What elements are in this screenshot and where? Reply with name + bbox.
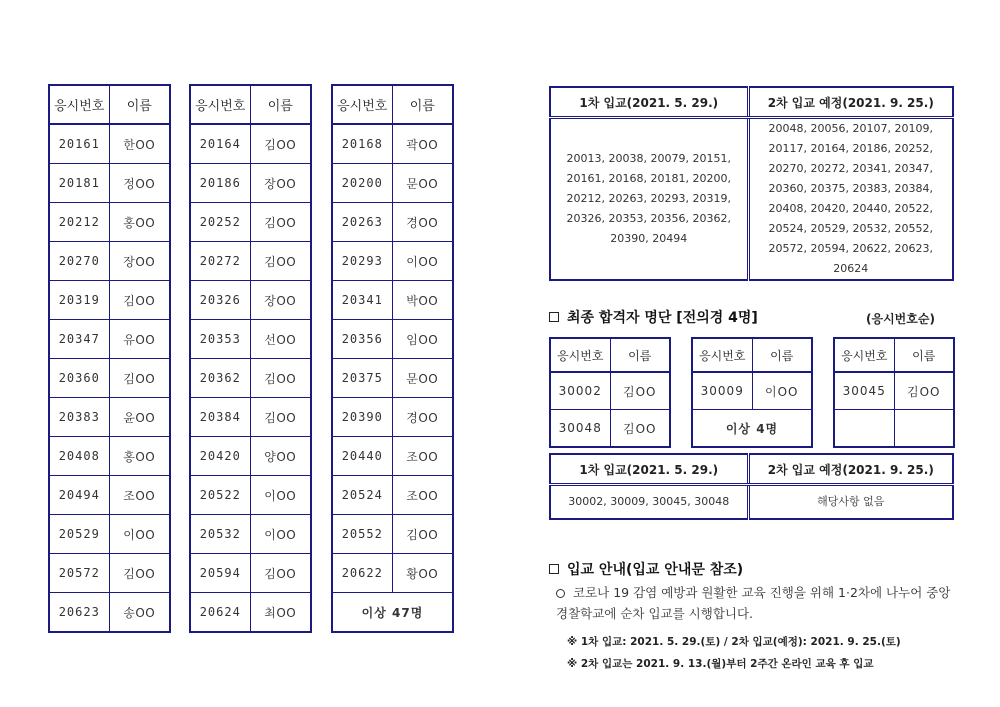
applicant-name: 이OO xyxy=(250,515,311,554)
table-row xyxy=(332,281,453,320)
applicant-id: 20494 xyxy=(49,476,109,515)
applicant-table-1 xyxy=(48,84,171,633)
applicant-name: 김OO xyxy=(250,203,311,242)
applicant-name: 김OO xyxy=(250,242,311,281)
applicant-name: 경OO xyxy=(392,203,453,242)
table-row xyxy=(692,410,812,448)
table-row xyxy=(332,515,453,554)
empty-cell xyxy=(834,410,894,448)
applicant-name: 홍OO xyxy=(109,203,170,242)
applicant-id: 30048 xyxy=(550,410,610,448)
applicant-id: 20594 xyxy=(190,554,250,593)
applicant-id: 20529 xyxy=(49,515,109,554)
entry-schedule-table xyxy=(549,86,954,281)
applicant-id: 20164 xyxy=(190,124,250,164)
applicant-name: 선OO xyxy=(250,320,311,359)
applicant-id: 20326 xyxy=(190,281,250,320)
applicant-name: 박OO xyxy=(392,281,453,320)
applicant-id: 20293 xyxy=(332,242,392,281)
final-table-3 xyxy=(833,337,955,448)
applicant-id: 20347 xyxy=(49,320,109,359)
column-header-name: 이름 xyxy=(752,338,812,372)
first-entry-list: 30002, 30009, 30045, 30048 xyxy=(550,485,748,520)
second-entry-list: 해당사항 없음 xyxy=(748,485,953,520)
table-row xyxy=(49,398,170,437)
table-row xyxy=(332,124,453,164)
entrance-bullet xyxy=(556,582,956,624)
applicant-id: 20353 xyxy=(190,320,250,359)
table-row xyxy=(332,320,453,359)
applicant-id: 20200 xyxy=(332,164,392,203)
entrance-note-1: ※ 1차 입교: 2021. 5. 29.(토) / 2차 입교(예정): 2021. 9. 25.(토) xyxy=(567,636,901,648)
table-row xyxy=(834,410,954,448)
table-row xyxy=(49,476,170,515)
applicant-name: 김OO xyxy=(109,359,170,398)
checkbox-icon xyxy=(549,312,559,322)
applicant-id: 20524 xyxy=(332,476,392,515)
entry-body-row xyxy=(550,118,953,281)
entrance-bullet-text: 코로나 19 감염 예방과 원활한 교육 진행을 위해 1·2차에 나누어 중앙경찰학교에 순차 입교를 시행합니다. xyxy=(556,585,951,621)
table-row xyxy=(49,320,170,359)
table-row xyxy=(49,124,170,164)
final-table-2 xyxy=(691,337,813,448)
table-row xyxy=(190,398,311,437)
column-header-name: 이름 xyxy=(392,85,453,124)
applicant-id: 20319 xyxy=(49,281,109,320)
applicant-name: 문OO xyxy=(392,359,453,398)
table-row xyxy=(550,410,670,448)
applicant-id: 20623 xyxy=(49,593,109,633)
applicant-name: 장OO xyxy=(250,164,311,203)
applicant-id: 20375 xyxy=(332,359,392,398)
table-row xyxy=(190,554,311,593)
table-header-row xyxy=(332,85,453,124)
table-row xyxy=(190,281,311,320)
table-row xyxy=(49,554,170,593)
applicant-table-2 xyxy=(189,84,312,633)
applicant-id: 20390 xyxy=(332,398,392,437)
applicant-name: 황OO xyxy=(392,554,453,593)
entrance-heading-text: 입교 안내(입교 안내문 참조) xyxy=(567,562,744,578)
table-row xyxy=(332,398,453,437)
applicant-name: 김OO xyxy=(894,372,954,410)
applicant-name: 김OO xyxy=(250,124,311,164)
applicant-id: 20624 xyxy=(190,593,250,633)
final-table-1 xyxy=(549,337,671,448)
final-list-heading-text: 최종 합격자 명단 [전의경 4명] xyxy=(567,310,758,326)
applicant-id: 20532 xyxy=(190,515,250,554)
applicant-name: 곽OO xyxy=(392,124,453,164)
applicant-name: 조OO xyxy=(392,437,453,476)
applicant-id: 20252 xyxy=(190,203,250,242)
table-row xyxy=(190,476,311,515)
table-row xyxy=(190,320,311,359)
column-header-id: 응시번호 xyxy=(692,338,752,372)
column-header-name: 이름 xyxy=(109,85,170,124)
applicant-name: 윤OO xyxy=(109,398,170,437)
applicant-id: 20263 xyxy=(332,203,392,242)
entrance-note-2: ※ 2차 입교는 2021. 9. 13.(월)부터 2주간 온라인 교육 후 입교 xyxy=(567,658,874,670)
first-entry-header: 1차 입교(2021. 5. 29.) xyxy=(550,454,748,485)
applicant-name: 김OO xyxy=(250,554,311,593)
second-entry-header: 2차 입교 예정(2021. 9. 25.) xyxy=(748,454,953,485)
applicant-name: 김OO xyxy=(250,359,311,398)
table-row xyxy=(190,593,311,633)
total-count: 이상 47명 xyxy=(332,593,453,633)
column-header-id: 응시번호 xyxy=(332,85,392,124)
applicant-id: 20186 xyxy=(190,164,250,203)
table-row xyxy=(190,515,311,554)
first-entry-header: 1차 입교(2021. 5. 29.) xyxy=(550,87,748,118)
final-entry-schedule-table xyxy=(549,453,954,520)
applicant-name: 조OO xyxy=(109,476,170,515)
table-row xyxy=(332,203,453,242)
table-row xyxy=(49,203,170,242)
table-row xyxy=(332,359,453,398)
circle-bullet-icon xyxy=(556,589,565,598)
applicant-id: 20270 xyxy=(49,242,109,281)
table-row xyxy=(332,164,453,203)
applicant-name: 김OO xyxy=(250,398,311,437)
applicant-name: 장OO xyxy=(250,281,311,320)
table-row xyxy=(49,593,170,633)
table-row xyxy=(332,476,453,515)
applicant-name: 문OO xyxy=(392,164,453,203)
applicant-name: 김OO xyxy=(610,410,670,448)
total-row xyxy=(332,593,453,633)
table-row xyxy=(190,203,311,242)
table-row xyxy=(49,164,170,203)
applicant-id: 30002 xyxy=(550,372,610,410)
applicant-id: 20161 xyxy=(49,124,109,164)
empty-cell xyxy=(894,410,954,448)
table-header-row xyxy=(692,338,812,372)
applicant-id: 20360 xyxy=(49,359,109,398)
table-row xyxy=(190,359,311,398)
applicant-id: 20420 xyxy=(190,437,250,476)
applicant-name: 경OO xyxy=(392,398,453,437)
total-count: 이상 4명 xyxy=(692,410,812,448)
applicant-name: 이OO xyxy=(109,515,170,554)
applicant-id: 20383 xyxy=(49,398,109,437)
applicant-name: 김OO xyxy=(610,372,670,410)
applicant-name: 김OO xyxy=(392,515,453,554)
entrance-heading xyxy=(549,559,743,579)
applicant-name: 최OO xyxy=(250,593,311,633)
table-row xyxy=(49,437,170,476)
applicant-name: 유OO xyxy=(109,320,170,359)
applicant-name: 송OO xyxy=(109,593,170,633)
table-row xyxy=(332,437,453,476)
applicant-id: 20408 xyxy=(49,437,109,476)
table-row xyxy=(49,242,170,281)
applicant-id: 20552 xyxy=(332,515,392,554)
applicant-id: 20572 xyxy=(49,554,109,593)
table-row xyxy=(834,372,954,410)
table-row xyxy=(190,242,311,281)
applicant-id: 20522 xyxy=(190,476,250,515)
column-header-name: 이름 xyxy=(610,338,670,372)
applicant-id: 20362 xyxy=(190,359,250,398)
second-entry-header: 2차 입교 예정(2021. 9. 25.) xyxy=(748,87,953,118)
applicant-name: 이OO xyxy=(250,476,311,515)
applicant-name: 홍OO xyxy=(109,437,170,476)
applicant-name: 한OO xyxy=(109,124,170,164)
applicant-id: 20440 xyxy=(332,437,392,476)
table-row xyxy=(692,372,812,410)
table-row xyxy=(49,515,170,554)
applicant-name: 김OO xyxy=(109,281,170,320)
applicant-name: 이OO xyxy=(752,372,812,410)
table-row xyxy=(49,281,170,320)
column-header-id: 응시번호 xyxy=(49,85,109,124)
applicant-name: 김OO xyxy=(109,554,170,593)
table-header-row xyxy=(190,85,311,124)
applicant-name: 이OO xyxy=(392,242,453,281)
table-row xyxy=(332,554,453,593)
applicant-id: 20212 xyxy=(49,203,109,242)
applicant-name: 임OO xyxy=(392,320,453,359)
table-row xyxy=(332,242,453,281)
order-note: (응시번호순) xyxy=(866,312,935,326)
table-header-row xyxy=(550,338,670,372)
column-header-id: 응시번호 xyxy=(190,85,250,124)
column-header-id: 응시번호 xyxy=(550,338,610,372)
applicant-id: 20622 xyxy=(332,554,392,593)
applicant-id: 20384 xyxy=(190,398,250,437)
checkbox-icon xyxy=(549,564,559,574)
applicant-table-3 xyxy=(331,84,454,633)
applicant-id: 20272 xyxy=(190,242,250,281)
applicant-id: 20168 xyxy=(332,124,392,164)
table-row xyxy=(49,359,170,398)
table-header-row xyxy=(49,85,170,124)
final-list-heading xyxy=(549,307,758,327)
applicant-name: 양OO xyxy=(250,437,311,476)
column-header-name: 이름 xyxy=(250,85,311,124)
applicant-id: 20356 xyxy=(332,320,392,359)
column-header-id: 응시번호 xyxy=(834,338,894,372)
second-entry-list: 20048, 20056, 20107, 20109, 20117, 20164, 20186, 20252, 20270, 20272, 20341, 20347, 20360, 20375, 20383, 20384, 20408, 20420, 20440, 20522, 20524, 20529, 20532, 20552, 20572, 20594, 20622, 20623, 20624 xyxy=(748,118,953,281)
entry-body-row xyxy=(550,485,953,520)
applicant-name: 조OO xyxy=(392,476,453,515)
applicant-id: 30045 xyxy=(834,372,894,410)
table-row xyxy=(550,372,670,410)
applicant-name: 장OO xyxy=(109,242,170,281)
table-row xyxy=(190,164,311,203)
entry-header-row xyxy=(550,454,953,485)
applicant-id: 20181 xyxy=(49,164,109,203)
table-header-row xyxy=(834,338,954,372)
entry-header-row xyxy=(550,87,953,118)
applicant-id: 30009 xyxy=(692,372,752,410)
applicant-name: 정OO xyxy=(109,164,170,203)
applicant-id: 20341 xyxy=(332,281,392,320)
first-entry-list: 20013, 20038, 20079, 20151, 20161, 20168, 20181, 20200, 20212, 20263, 20293, 20319, 20326, 20353, 20356, 20362, 20390, 20494 xyxy=(550,118,748,281)
column-header-name: 이름 xyxy=(894,338,954,372)
table-row xyxy=(190,124,311,164)
table-row xyxy=(190,437,311,476)
